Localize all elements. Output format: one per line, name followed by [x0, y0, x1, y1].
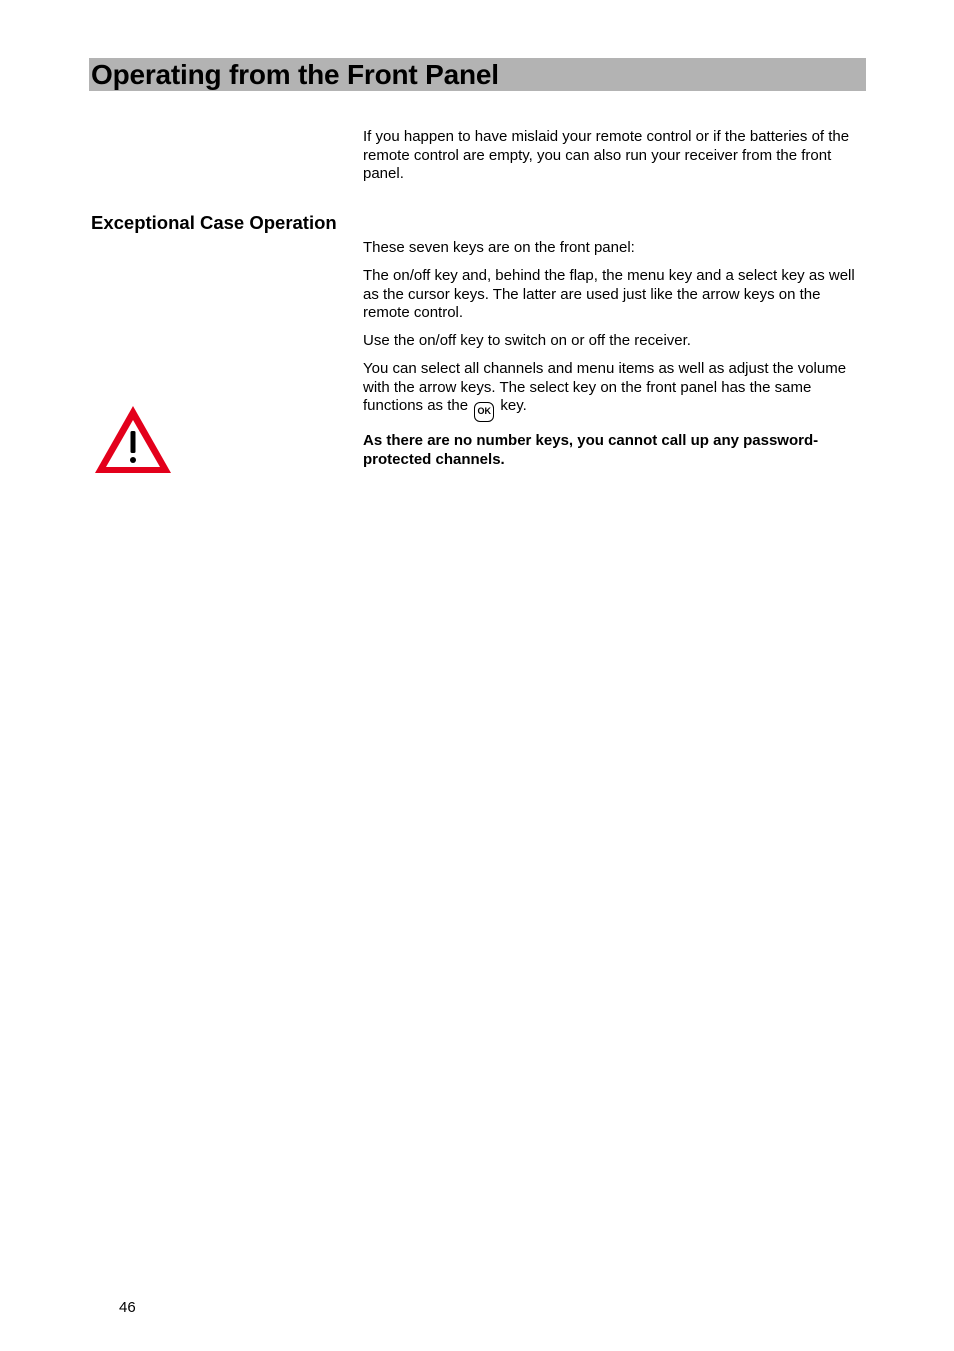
ok-key-icon: OK	[474, 402, 494, 422]
page-title: Operating from the Front Panel	[91, 59, 499, 90]
arrow-keys-text: You can select all channels and menu items as well as adjust the volume with the arrow keys. The select key on the front panel has the same functions as the	[363, 360, 847, 414]
paragraph-arrow-keys	[363, 360, 863, 422]
intro-paragraph: If you happen to have mislaid your remote control or if the batteries of the remote control are empty, you can also run your receiver from the front panel.	[363, 128, 850, 182]
warning-triangle-icon	[93, 404, 173, 475]
page-number: 46	[119, 1299, 136, 1316]
paragraph-on-off: Use the on/off key to switch on or off the receiver.	[363, 332, 691, 349]
arrow-keys-text-end: key.	[500, 397, 527, 414]
paragraph-keys-description: The on/off key and, behind the flap, the menu key and a select key as well as the cursor keys. The latter are used just like the arrow keys on the remote control.	[363, 267, 855, 321]
title-bar	[89, 58, 866, 91]
section-heading: Exceptional Case Operation	[91, 212, 337, 233]
warning-paragraph: As there are no number keys, you cannot call up any password-protected channels.	[363, 432, 819, 468]
paragraph-keys-intro: These seven keys are on the front panel:	[363, 239, 635, 256]
